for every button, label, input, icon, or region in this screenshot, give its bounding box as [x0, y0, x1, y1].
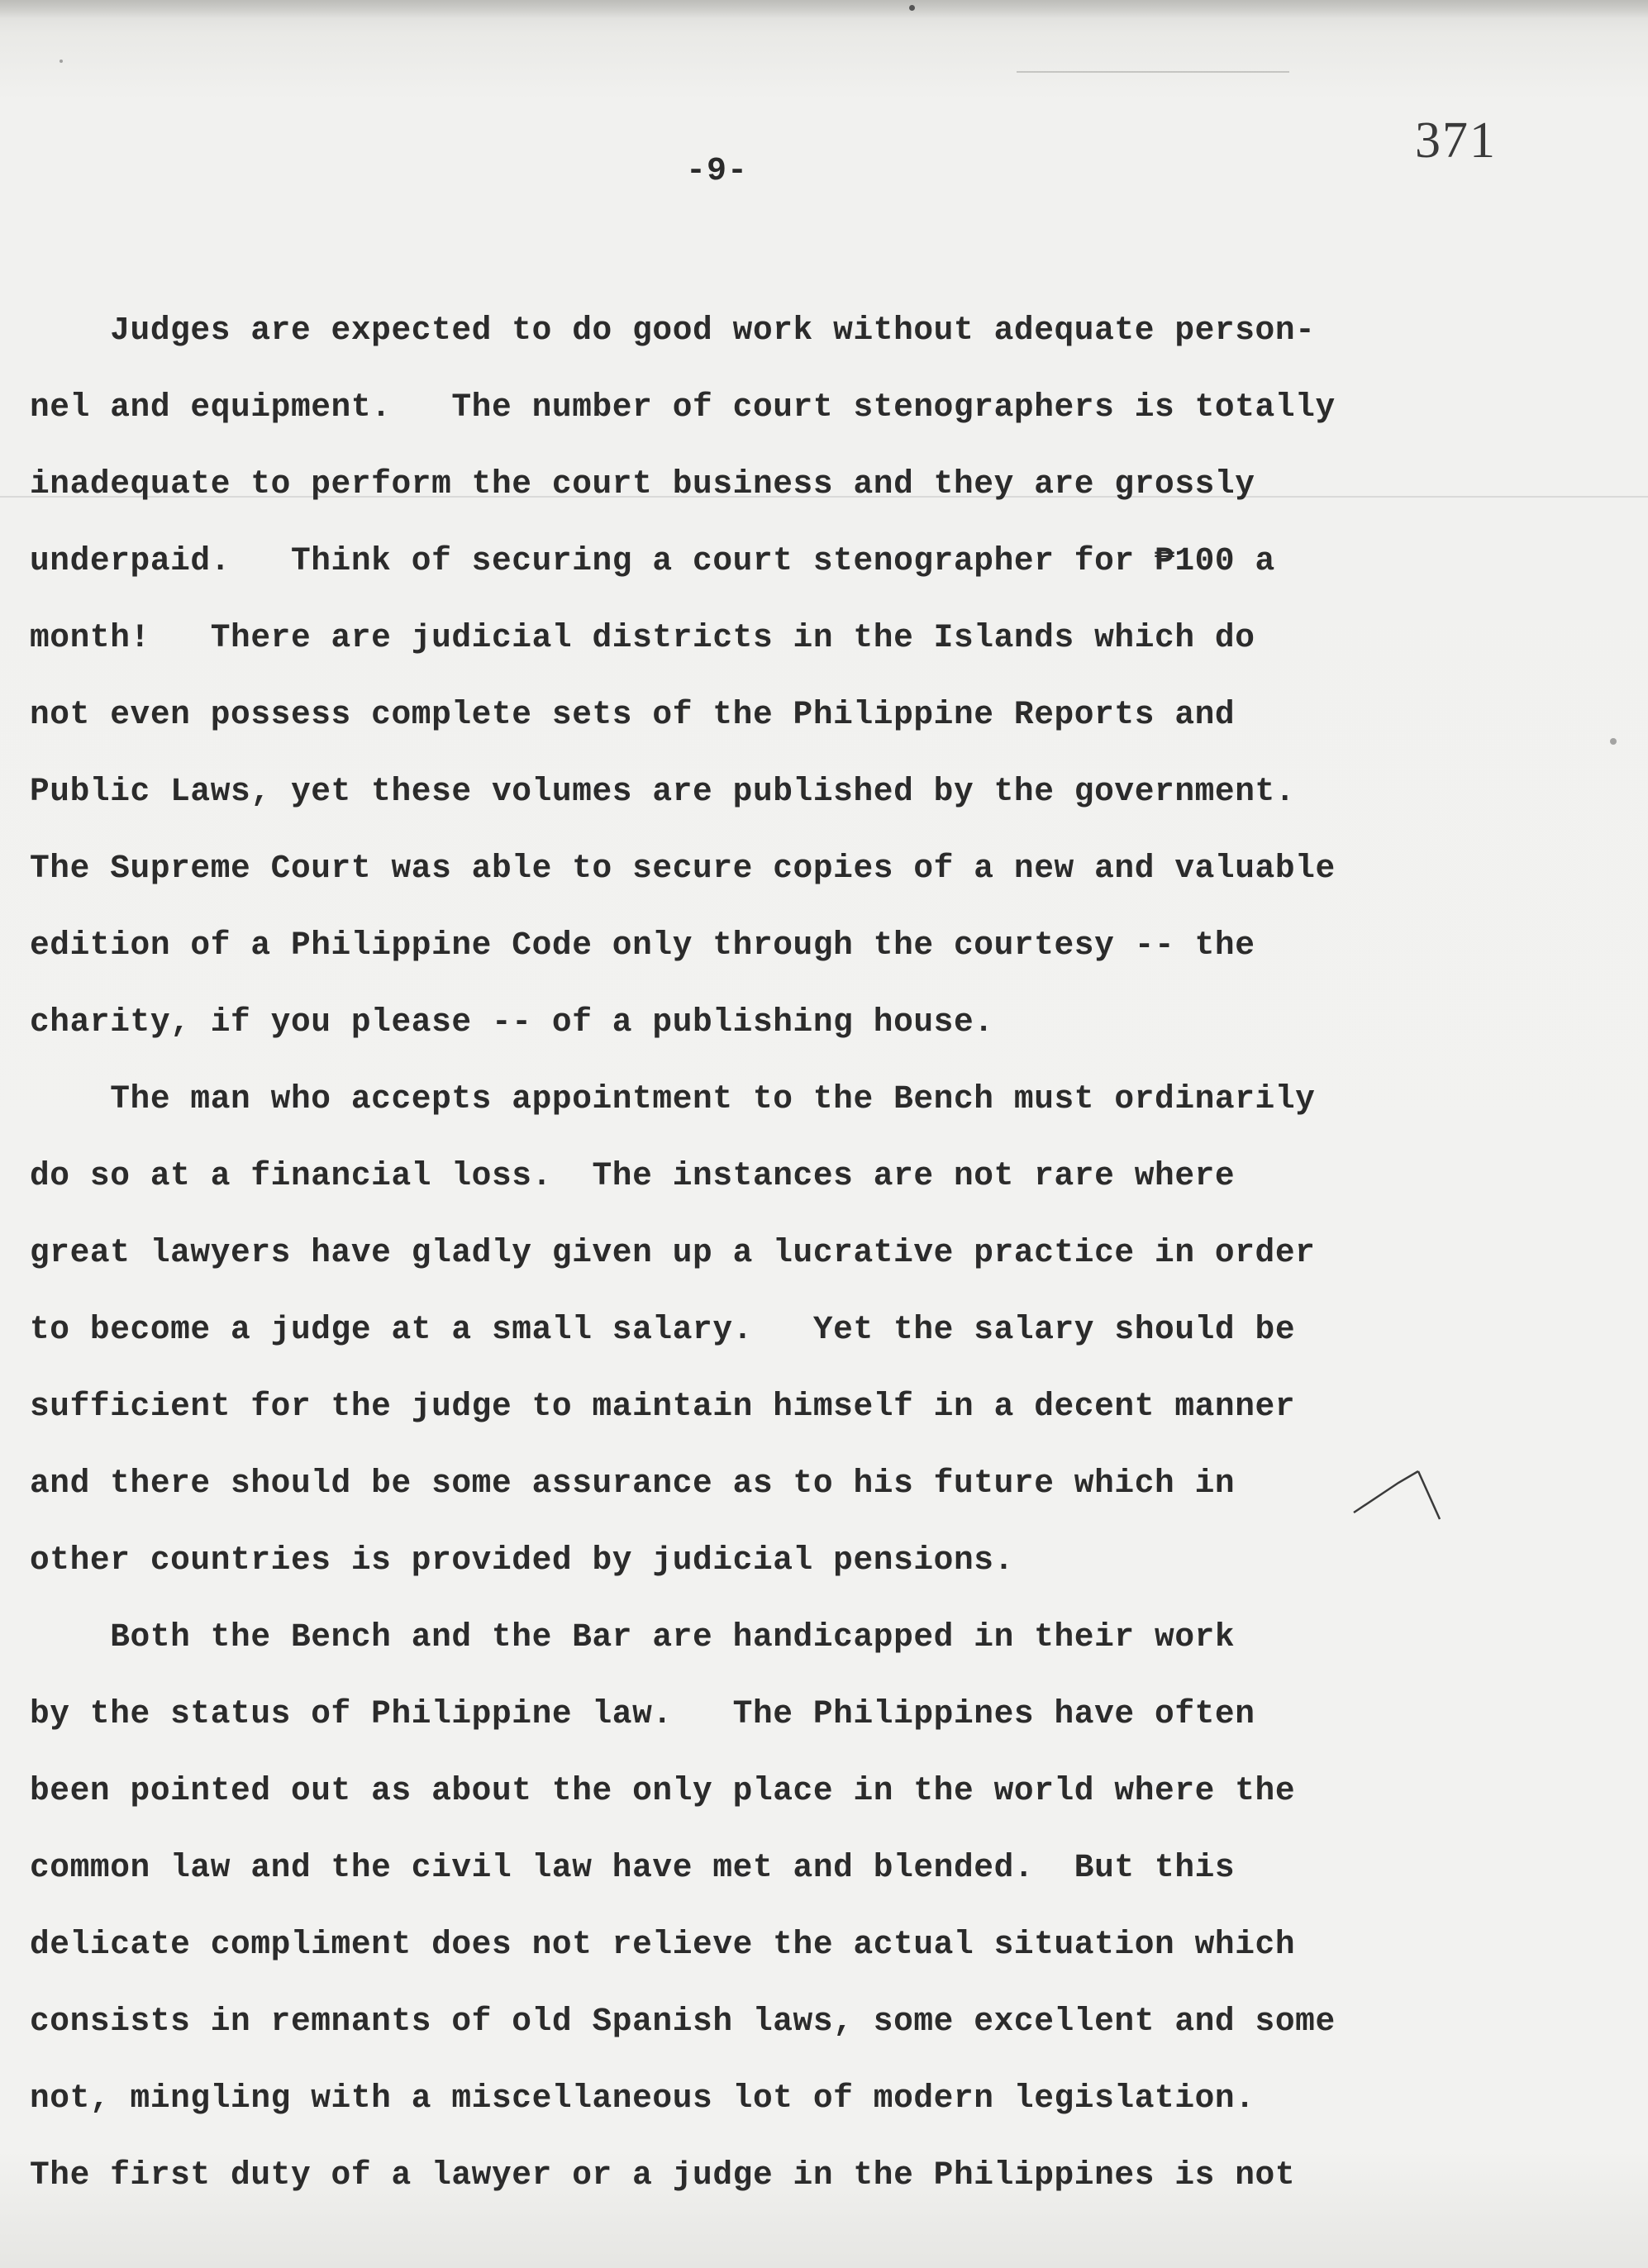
- body-line: edition of a Philippine Code only through the courtesy -- the: [30, 927, 1255, 964]
- body-line: Public Laws, yet these volumes are published by the government.: [30, 773, 1296, 810]
- ink-speck: [909, 5, 915, 11]
- stamped-folio-number: 371: [1415, 112, 1497, 169]
- body-line: month! There are judicial districts in the Islands which do: [30, 619, 1255, 656]
- body-line: Both the Bench and the Bar are handicapped in their work: [30, 1618, 1236, 1656]
- body-line: common law and the civil law have met and blended. But this: [30, 1849, 1236, 1886]
- handwritten-insertion-mark: [1347, 1455, 1446, 1529]
- body-line: The first duty of a lawyer or a judge in the Philippines is not: [30, 2156, 1296, 2194]
- body-line: do so at a financial loss. The instances are not rare where: [30, 1157, 1236, 1194]
- body-line: not even possess complete sets of the Philippine Reports and: [30, 696, 1236, 733]
- body-line: nel and equipment. The number of court stenographers is totally: [30, 388, 1336, 426]
- scan-shadow: [0, 0, 1648, 18]
- body-line: The Supreme Court was able to secure copies of a new and valuable: [30, 850, 1336, 887]
- body-line: great lawyers have gladly given up a lucrative practice in order: [30, 1234, 1316, 1271]
- body-line: underpaid. Think of securing a court stenographer for ₱100 a: [30, 542, 1275, 579]
- body-line: other countries is provided by judicial pensions.: [30, 1541, 1014, 1579]
- body-line: charity, if you please -- of a publishing house.: [30, 1003, 994, 1041]
- body-line: inadequate to perform the court business and they are grossly: [30, 465, 1255, 503]
- body-line: The man who accepts appointment to the Bench must ordinarily: [30, 1080, 1316, 1117]
- body-line: not, mingling with a miscellaneous lot of modern legislation.: [30, 2080, 1255, 2117]
- body-line: been pointed out as about the only place in the world where the: [30, 1772, 1296, 1809]
- body-line: and there should be some assurance as to his future which in: [30, 1465, 1236, 1502]
- body-line: sufficient for the judge to maintain himself in a decent manner: [30, 1388, 1296, 1425]
- ink-speck: [60, 60, 63, 63]
- body-line: delicate compliment does not relieve the actual situation which: [30, 1926, 1296, 1963]
- body-line: consists in remnants of old Spanish laws, some excellent and some: [30, 2003, 1336, 2040]
- body-line: by the status of Philippine law. The Philippines have often: [30, 1695, 1255, 1732]
- faint-rule: [1017, 71, 1289, 73]
- page-number: -9-: [686, 153, 749, 190]
- ink-speck: [1610, 738, 1617, 745]
- body-line: Judges are expected to do good work without adequate person-: [30, 312, 1316, 349]
- body-line: to become a judge at a small salary. Yet the salary should be: [30, 1311, 1296, 1348]
